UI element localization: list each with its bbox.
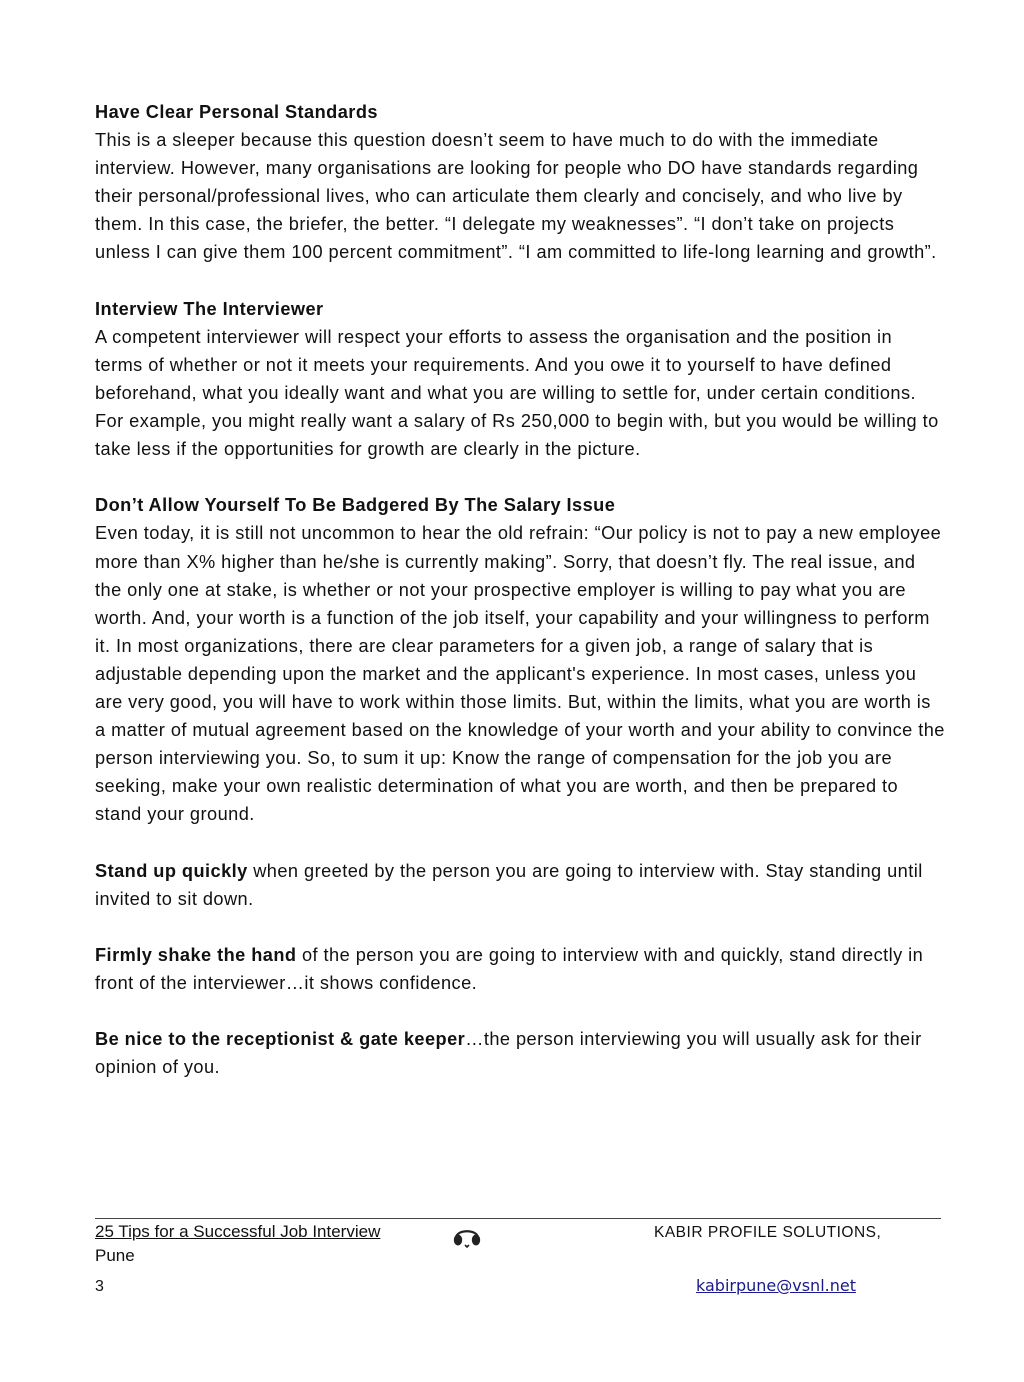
section-salary-issue [95, 491, 945, 828]
tip-text: of the person you are going to interview with and quickly, stand directly in front of the interviewer…it shows confidence. [95, 944, 924, 993]
section-paragraph: Even today, it is still not uncommon to hear the old refrain: “Our policy is not to pay a new employee more than X% higher than he/she is currently making”. Sorry, that doesn’t fly. The real issue, and the only one at stake, is whether or not your prospective employer is willing to pay what you are worth. And, your worth is a function of the job itself, your capability and your willingness to perform it. In most organizations, there are clear parameters for a given job, a range of salary that is adjustable depending upon the market and the applicant's experience. In most cases, unless you are very good, you will have to work within those limits. But, within the limits, what you are worth is a matter of mutual agreement based on the knowledge of your worth and your ability to convince the person interviewing you. So, to sum it up: Know the range of compensation for the job you are seeking, make your own realistic determination of what you are worth, and then be prepared to stand your ground. [95, 523, 945, 825]
document-body [95, 98, 945, 1109]
section-heading: Interview The Interviewer [95, 298, 324, 319]
section-paragraph: A competent interviewer will respect your efforts to assess the organisation and the position in terms of whether or not it meets your requirements. And you owe it to yourself to have defined beforehand, what you ideally want and what you are willing to settle for, under certain conditions. For example, you might really want a salary of Rs 250,000 to begin with, but you would be willing to take less if the opportunities for growth are clearly in the picture. [95, 326, 939, 460]
tip-shake-hand [95, 941, 945, 997]
section-heading: Don’t Allow Yourself To Be Badgered By The Salary Issue [95, 495, 616, 516]
footer-document-title: 25 Tips for a Successful Job Interview [95, 1222, 381, 1241]
tip-lead: Stand up quickly [95, 860, 248, 881]
footer-city: Pune [95, 1246, 135, 1265]
page-number: 3 [95, 1278, 104, 1295]
headphones-logo-icon [451, 1224, 483, 1248]
tip-lead: Be nice to the receptionist & gate keeper [95, 1029, 466, 1050]
section-personal-standards [95, 98, 945, 267]
section-heading: Have Clear Personal Standards [95, 102, 378, 122]
tip-text: when greeted by the person you are going to interview with. Stay standing until invited to sit down. [95, 860, 923, 909]
footer-divider [95, 1218, 941, 1219]
footer-email-link[interactable]: kabirpune@vsnl.net [696, 1276, 856, 1295]
tip-lead: Firmly shake the hand [95, 944, 297, 965]
tip-receptionist [95, 1025, 945, 1081]
footer-company: KABIR PROFILE SOLUTIONS, [654, 1224, 882, 1241]
page-footer [95, 1220, 941, 1300]
tip-stand-up [95, 857, 945, 913]
section-interview-the-interviewer [95, 295, 945, 464]
tip-text: …the person interviewing you will usually ask for their opinion of you. [95, 1029, 922, 1078]
section-paragraph: This is a sleeper because this question doesn’t seem to have much to do with the immediate interview. However, many organisations are looking for people who DO have standards regarding their personal/professional lives, who can articulate them clearly and concisely, and who live by them. In this case, the briefer, the better. “I delegate my weaknesses”. “I don’t take on projects unless I can give them 100 percent commitment”. “I am committed to life-long learning and growth”. [95, 130, 937, 263]
